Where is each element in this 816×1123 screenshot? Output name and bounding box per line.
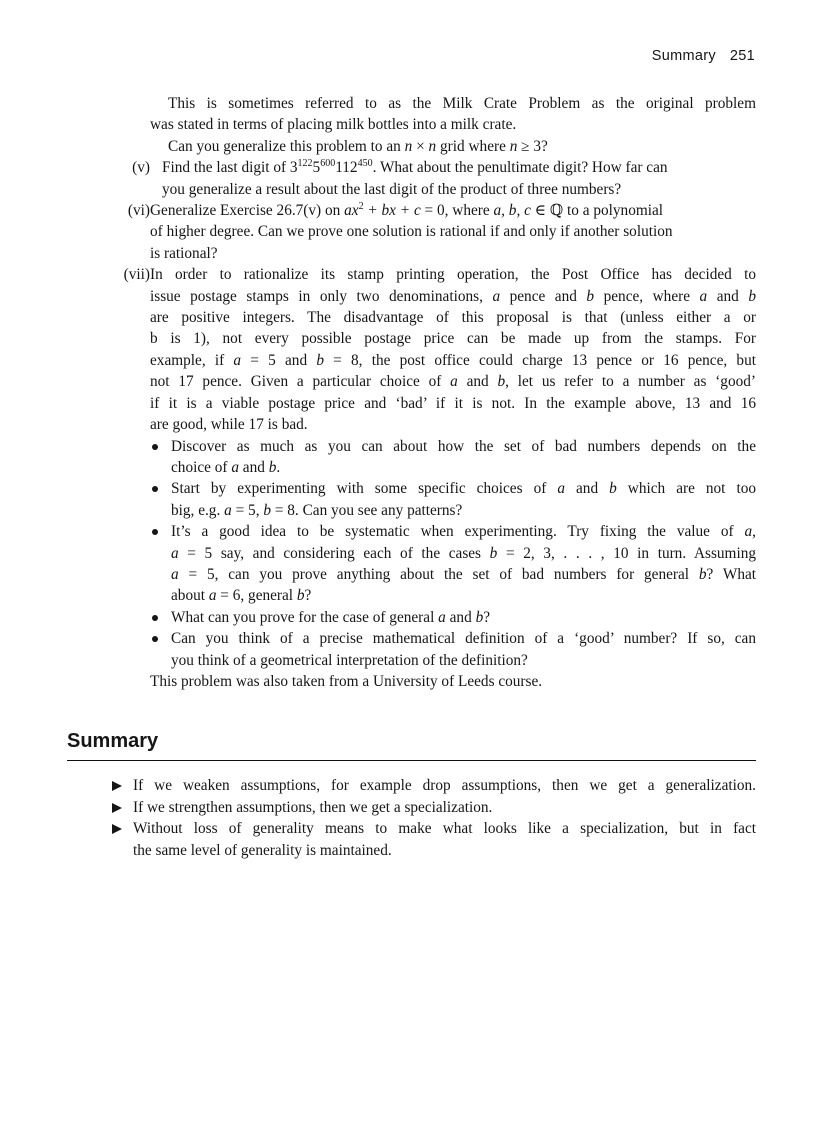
paragraph-line: you generalize a result about the last digit of the product of three numbers? — [162, 180, 622, 198]
paragraph-line: a = 5 say, and considering each of the cases b = 2, 3, . . . , 10 in turn. Assuming — [171, 544, 756, 562]
exercise-text — [110, 93, 756, 692]
paragraph-line: It’s a good idea to be systematic when experimenting. Try fixing the value of a, — [171, 523, 756, 541]
bullet-item — [150, 628, 756, 671]
summary-item: If we strengthen assumptions, then we get a specialization. — [110, 797, 756, 819]
paragraph-line: of higher degree. Can we prove one solution is rational if and only if another solution — [150, 223, 673, 241]
bullet-dot-icon — [150, 521, 171, 607]
paragraph-line: are good, while 17 is bad. — [150, 416, 308, 434]
paragraph-line: you think of a geometrical interpretation of the definition? — [171, 651, 528, 669]
bullet-item — [150, 607, 756, 628]
paragraph-line: about a = 6, general b? — [171, 587, 312, 605]
item-label: (vii) — [123, 266, 150, 284]
paragraph-line: big, e.g. a = 5, b = 8. Can you see any patterns? — [171, 501, 463, 519]
bullet-item — [150, 521, 756, 607]
summary-item: Without loss of generality means to make what looks like a specialization, but in fact the same level of generality is maintained. — [110, 818, 756, 861]
paragraph-line: Start by experimenting with some specific choices of a and b which are not too — [171, 480, 756, 498]
item-body — [150, 157, 756, 200]
paragraph-line: issue postage stamps in only two denominations, a pence and b pence, where a and b — [150, 287, 756, 305]
bullet-dot-icon — [150, 628, 171, 671]
bullet-dot-icon — [150, 478, 171, 521]
page-number: 251 — [729, 48, 755, 64]
bullet-dot-icon — [150, 436, 171, 479]
triangle-bullet-icon — [110, 797, 133, 819]
exercise-item-v — [110, 157, 756, 200]
item-label: (vi) — [127, 202, 150, 220]
triangle-bullet-icon — [110, 775, 133, 797]
summary-list — [110, 775, 756, 861]
paragraph-line: Discover as much as you can about how the set of bad numbers depends on the — [171, 437, 756, 455]
item-label: (v) — [132, 159, 150, 177]
item-body — [150, 264, 756, 692]
item-body — [150, 200, 756, 264]
bullet-item — [150, 436, 756, 479]
paragraph-line: Find the last digit of $3^{122}5^{600}112^{450}$. What about the penultimate digit? How far can — [162, 158, 668, 177]
paragraph-line: This is sometimes referred to as the Milk Crate Problem as the original problem — [168, 95, 756, 112]
paragraph-line: What can you prove for the case of general a and b? — [171, 608, 491, 626]
bullet-item — [150, 478, 756, 521]
paragraph-line: is rational? — [150, 244, 218, 262]
bullet-dot-icon — [150, 607, 171, 628]
running-header — [652, 48, 755, 64]
paragraph-line: In order to rationalize its stamp printing operation, the Post Office has decided to — [150, 266, 756, 284]
exercise-item-vi — [110, 200, 756, 264]
summary-heading: Summary — [67, 730, 756, 761]
paragraph-line: if it is a viable postage price and ‘bad’ if it is not. In the example above, 13 and 16 — [150, 394, 756, 412]
paragraph-line: Can you think of a precise mathematical definition of a ‘good’ number? If so, can — [171, 630, 756, 648]
paragraph-line: example, if a = 5 and b = 8, the post office could charge 13 pence or 16 pence, but — [150, 351, 756, 369]
question-line: Can you generalize this problem to an n × n grid where n ≥ 3? — [168, 137, 548, 155]
paragraph-line: are positive integers. The disadvantage of this proposal is that (unless either a or — [150, 309, 756, 327]
paragraph-line: choice of a and b. — [171, 458, 281, 476]
paragraph-line: b is 1), not every possible postage price can be made up from the stamps. For — [150, 330, 756, 348]
paragraph-line: Generalize Exercise 26.7(v) on $ax^2$ + bx + c = 0, where a, b, c ∈ ℚ to a polynomial — [150, 201, 664, 220]
paragraph-line: not 17 pence. Given a particular choice of a and b, let us refer to a number as ‘good’ — [150, 373, 756, 391]
paragraph-line: was stated in terms of placing milk bottles into a milk crate. — [150, 116, 517, 134]
running-header-title: Summary — [651, 48, 716, 64]
summary-item: If we weaken assumptions, for example drop assumptions, then we get a generalization. — [110, 775, 756, 797]
exercise-item-vii — [110, 264, 756, 692]
paragraph-line: a = 5, can you prove anything about the set of bad numbers for general b? What — [171, 565, 757, 583]
closing-line: This problem was also taken from a University of Leeds course. — [150, 672, 543, 690]
triangle-bullet-icon — [110, 818, 133, 861]
